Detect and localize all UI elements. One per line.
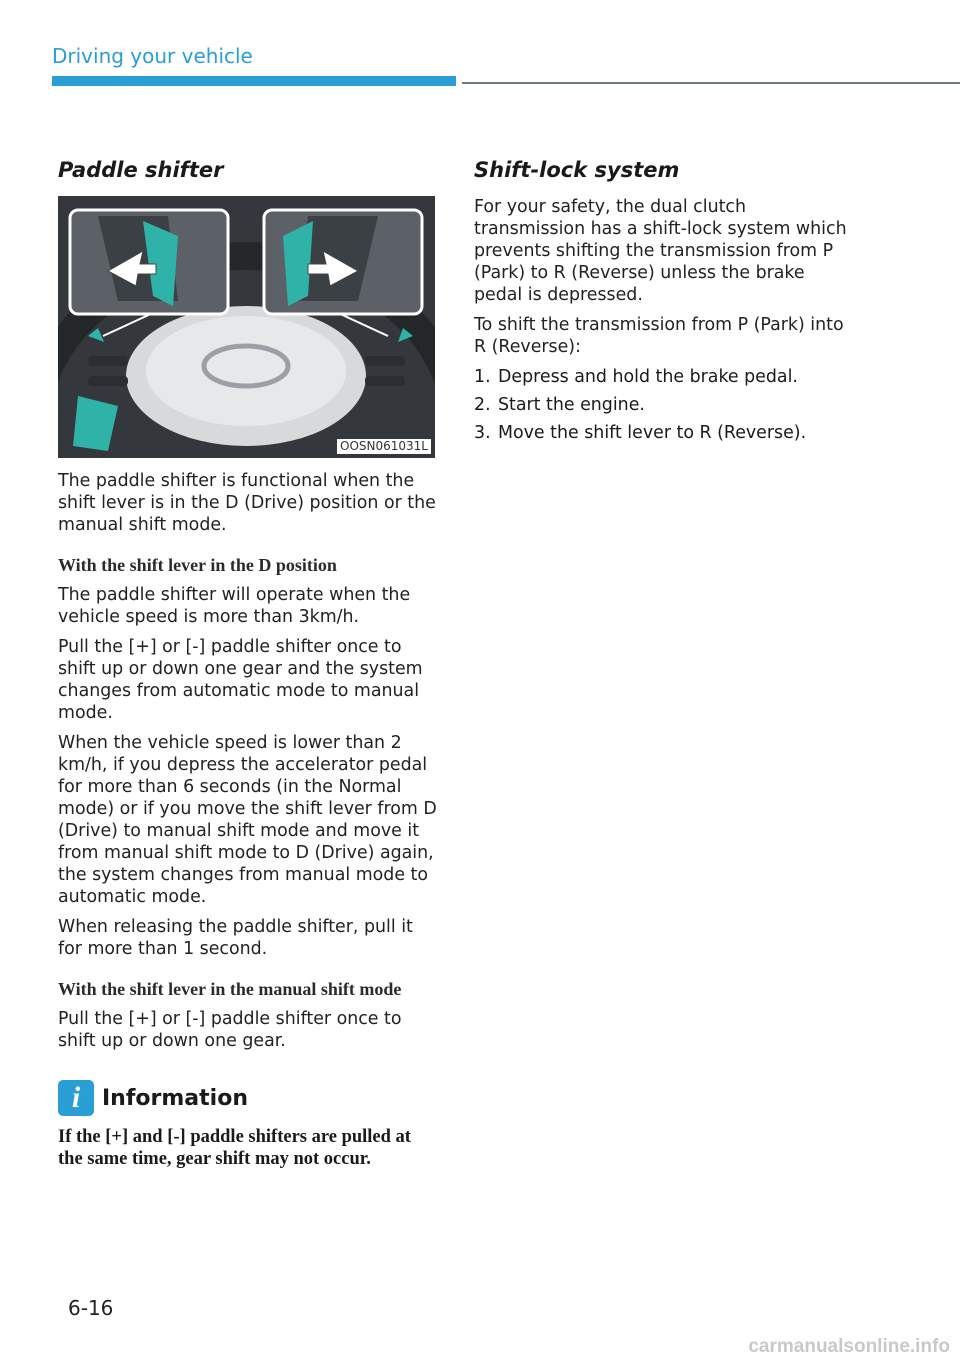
watermark-link[interactable]: carmanualsonline.info xyxy=(748,1336,950,1357)
information-box xyxy=(58,1080,438,1170)
header-accent-bar xyxy=(52,76,456,86)
subheading-d-position: With the shift lever in the D position xyxy=(58,555,337,575)
information-text: If the [+] and [-] paddle shifters are pulled at the same time, gear shift may not occur. xyxy=(58,1127,411,1169)
list-item xyxy=(474,366,854,388)
step-text: Move the shift lever to R (Reverse). xyxy=(498,423,807,443)
step-text: Start the engine. xyxy=(498,395,645,415)
step-text: Depress and hold the brake pedal. xyxy=(498,367,798,387)
shift-lock-steps xyxy=(474,366,854,444)
d-position-paragraph-2: Pull the [+] or [-] paddle shifter once to shift up or down one gear and the system changes from automatic mode to manual mode. xyxy=(58,637,423,723)
page-header-title: Driving your vehicle xyxy=(52,44,253,68)
information-header xyxy=(58,1080,438,1116)
page-number: 6-16 xyxy=(68,1296,114,1320)
shift-lock-paragraph-1: For your safety, the dual clutch transmission has a shift-lock system which prevents shifting the transmission from P (Park) to R (Reverse) unless the brake pedal is depressed. xyxy=(474,197,847,305)
left-column xyxy=(58,158,438,1170)
shift-lock-paragraph-2: To shift the transmission from P (Park) into R (Reverse): xyxy=(474,315,844,357)
step-number: 1. xyxy=(474,367,491,387)
list-item xyxy=(474,394,854,416)
section-title-shift-lock: Shift-lock system xyxy=(474,158,680,182)
figure-code-label: OOSN061031L xyxy=(337,439,431,454)
d-position-paragraph-1: The paddle shifter will operate when the vehicle speed is more than 3km/h. xyxy=(58,585,411,627)
paddle-shifter-illustration xyxy=(58,196,435,458)
information-title: Information xyxy=(102,1085,248,1111)
right-column xyxy=(474,158,854,450)
subheading-manual-mode: With the shift lever in the manual shift mode xyxy=(58,979,402,999)
information-icon: i xyxy=(58,1080,94,1116)
step-number: 2. xyxy=(474,395,491,415)
steering-wheel-image xyxy=(58,196,435,458)
d-position-paragraph-3: When the vehicle speed is lower than 2 km/h, if you depress the accelerator pedal for more than 6 seconds (in the Normal mode) or if you move the shift lever from D (Drive) to manual shift mode and move it from manual shift mode to D (Drive) again, the system changes from manual mode to automatic mode. xyxy=(58,733,437,907)
list-item xyxy=(474,422,854,444)
manual-mode-paragraph: Pull the [+] or [-] paddle shifter once to shift up or down one gear. xyxy=(58,1009,402,1051)
d-position-paragraph-4: When releasing the paddle shifter, pull it for more than 1 second. xyxy=(58,917,413,959)
section-title-paddle-shifter: Paddle shifter xyxy=(58,158,224,182)
paddle-shifter-intro: The paddle shifter is functional when the shift lever is in the D (Drive) position or the manual shift mode. xyxy=(58,471,436,535)
step-number: 3. xyxy=(474,423,491,443)
header-rule xyxy=(462,82,960,84)
